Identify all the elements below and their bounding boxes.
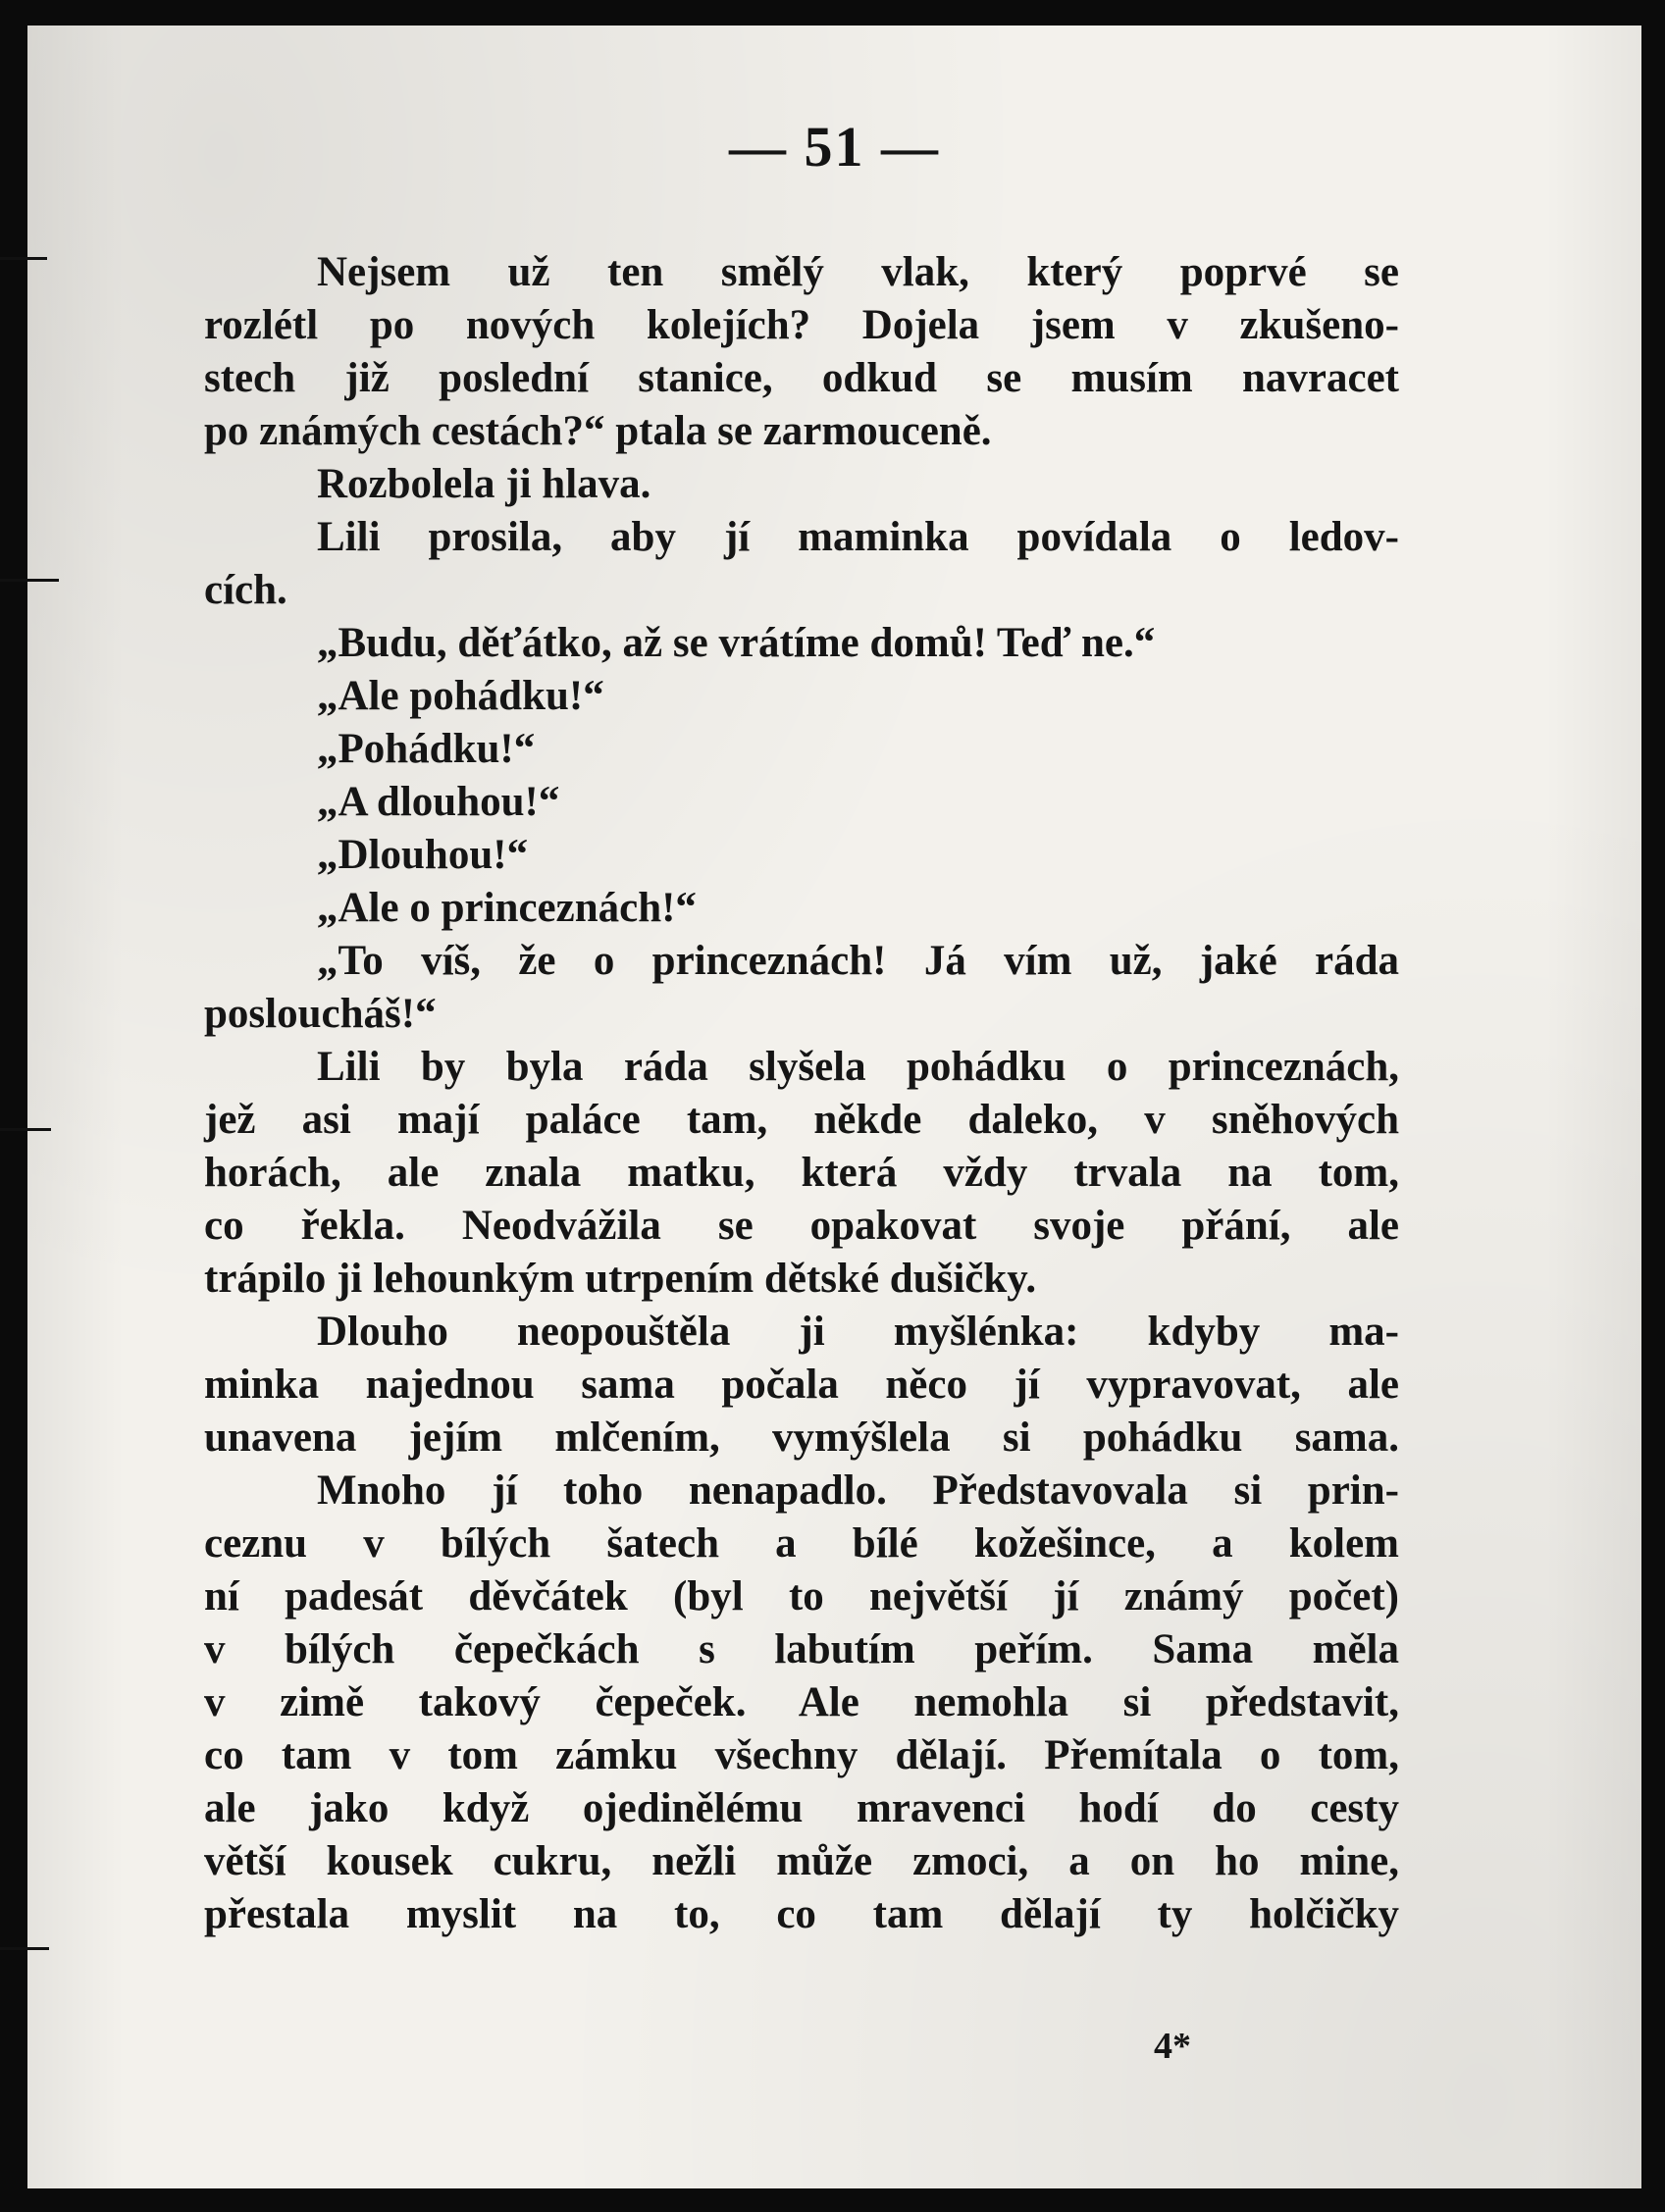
binding-mark: [0, 257, 47, 260]
text-line: unavena jejím mlčením, vymýšlela si pohádku sama.: [204, 1415, 1399, 1461]
text-line: „To víš, že o princeznách! Já vím už, jaké ráda: [317, 938, 1399, 984]
signature-mark: 4*: [1154, 2026, 1191, 2067]
text-line: co řekla. Neodvážila se opakovat svoje přání, ale: [204, 1203, 1399, 1249]
text-line: Lili by byla ráda slyšela pohádku o princeznách,: [317, 1044, 1399, 1090]
text-line: trápilo ji lehounkým utrpením dětské dušičky.: [204, 1256, 1037, 1302]
text-line: „Ale o princeznách!“: [317, 885, 697, 931]
binding-mark: [0, 1128, 51, 1131]
text-line: jež asi mají paláce tam, někde daleko, v sněhových: [204, 1097, 1399, 1143]
text-line: cích.: [204, 567, 287, 613]
text-line: „Dlouhou!“: [317, 832, 529, 878]
text-line: minka najednou sama počala něco jí vypravovat, ale: [204, 1362, 1399, 1408]
binding-mark: [0, 1947, 49, 1950]
text-line: ní padesát děvčátek (byl to největší jí známý počet): [204, 1573, 1399, 1620]
text-line: „Budu, děťátko, až se vrátíme domů! Teď ne.“: [317, 620, 1156, 666]
page-number: — 51 —: [729, 115, 940, 179]
text-line: ale jako když ojedinělému mravenci hodí do cesty: [204, 1785, 1399, 1831]
text-line: horách, ale znala matku, která vždy trvala na tom,: [204, 1150, 1399, 1196]
text-line: přestala myslit na to, co tam dělají ty holčičky: [204, 1891, 1399, 1937]
text-line: v zimě takový čepeček. Ale nemohla si představit,: [204, 1679, 1399, 1725]
binding-mark: [0, 579, 59, 582]
book-page: [27, 26, 1641, 2188]
text-line: „A dlouhou!“: [317, 779, 560, 825]
text-line: Lili prosila, aby jí maminka povídala o ledov-: [317, 514, 1399, 560]
text-line: Rozbolela ji hlava.: [317, 461, 651, 507]
text-line: posloucháš!“: [204, 991, 437, 1037]
text-line: po známých cestách?“ ptala se zarmouceně.: [204, 408, 992, 454]
text-line: „Ale pohádku!“: [317, 673, 604, 719]
text-line: Nejsem už ten smělý vlak, který poprvé se: [317, 249, 1399, 295]
text-line: „Pohádku!“: [317, 726, 536, 772]
text-line: v bílých čepečkách s labutím peřím. Sama měla: [204, 1626, 1399, 1672]
text-line: Dlouho neopouštěla ji myšlénka: kdyby ma-: [317, 1309, 1399, 1355]
text-line: ceznu v bílých šatech a bílé kožešince, a kolem: [204, 1520, 1399, 1567]
text-line: větší kousek cukru, nežli může zmoci, a on ho mine,: [204, 1838, 1399, 1884]
text-line: co tam v tom zámku všechny dělají. Přemítala o tom,: [204, 1732, 1399, 1778]
text-line: rozlétl po nových kolejích? Dojela jsem v zkušeno-: [204, 302, 1399, 348]
text-line: stech již poslední stanice, odkud se musím navracet: [204, 355, 1399, 401]
body-text: [204, 246, 1399, 1941]
text-line: Mnoho jí toho nenapadlo. Představovala si prin-: [317, 1467, 1399, 1514]
